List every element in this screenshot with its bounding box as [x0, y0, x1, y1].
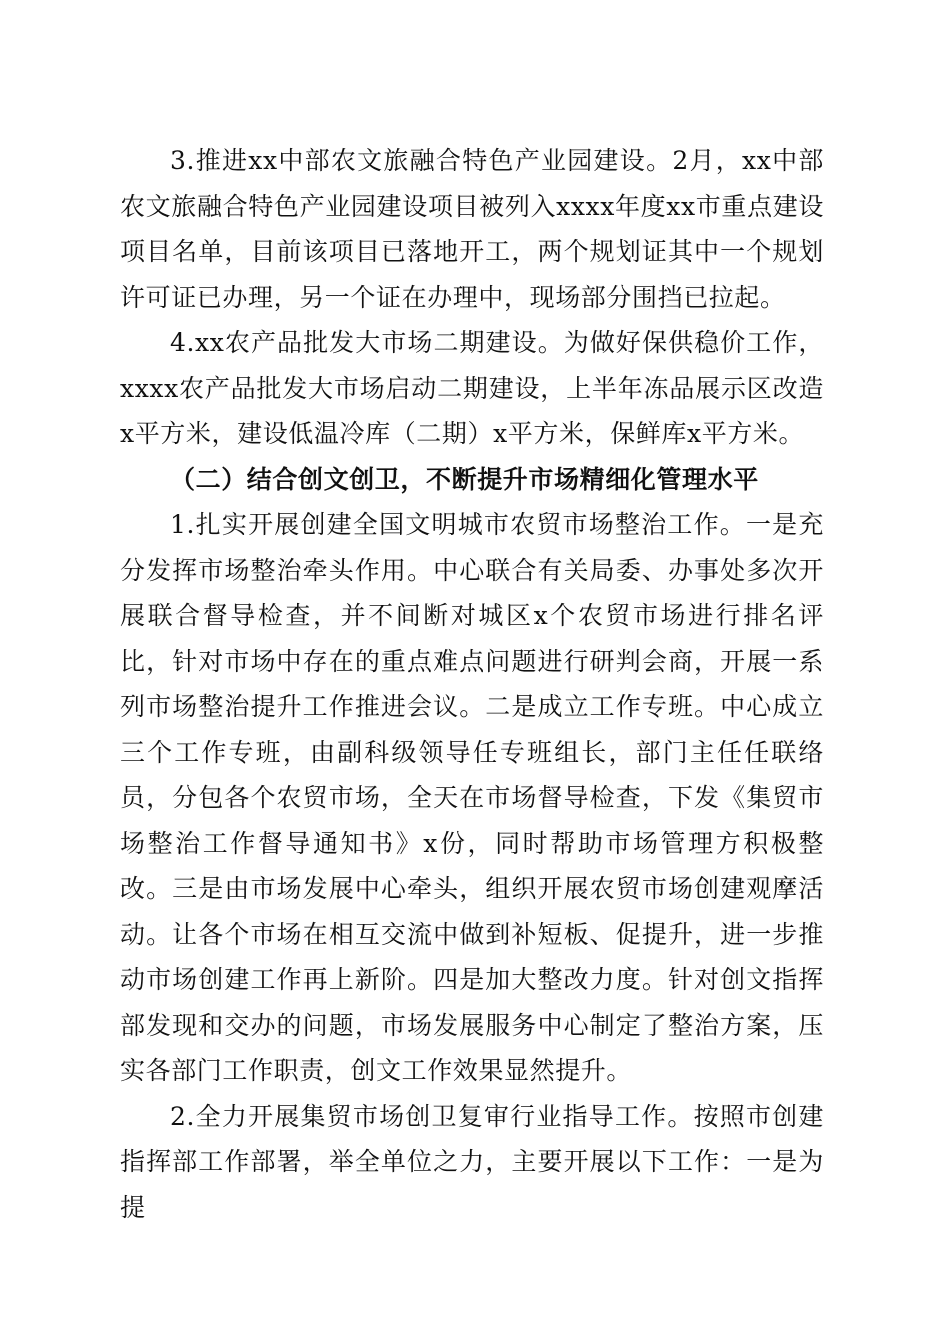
section-heading: （二）结合创文创卫，不断提升市场精细化管理水平 — [170, 464, 759, 494]
section-paragraph-1: 1.扎实开展创建全国文明城市农贸市场整治工作。一是充分发挥市场整治牵头作用。中心联合有关局委、办事处多次开展联合督导检查，并不间断对城区x个农贸市场进行排名评比，针对市场中存在的重点难点问题进行研判会商，开展一系列市场整治提升工作推进会议。二是成立工作专班。中心成立三个工作专班，由副科级领导任专班组长，部门主任任联络员，分包各个农贸市场，全天在市场督导检查，下发《集贸市场整治工作督导通知书》x份，同时帮助市场管理方积极整改。三是由市场发展中心牵头，组织开展农贸市场创建观摩活动。让各个市场在相互交流中做到补短板、促提升，进一步推动市场创建工作再上新阶。四是加大整改力度。针对创文指挥部发现和交办的问题，市场发展服务中心制定了整治方案，压实各部门工作职责，创文工作效果显然提升。 — [120, 510, 824, 1085]
paragraph-item-4: 4.xx农产品批发大市场二期建设。为做好保供稳价工作，xxxx农产品批发大市场启动二期建设，上半年冻品展示区改造x平方米，建设低温冷库（二期）x平方米，保鲜库x平方米。 — [120, 328, 824, 448]
paragraph-item-3: 3.推进xx中部农文旅融合特色产业园建设。2月，xx中部农文旅融合特色产业园建设项目被列入xxxx年度xx市重点建设项目名单，目前该项目已落地开工，两个规划证其中一个规划许可证已办理，另一个证在办理中，现场部分围挡已拉起。 — [120, 146, 824, 312]
section-paragraph-2: 2.全力开展集贸市场创卫复审行业指导工作。按照市创建指挥部工作部署，举全单位之力，主要开展以下工作：一是为提 — [120, 1101, 824, 1222]
document-body — [120, 138, 824, 1230]
